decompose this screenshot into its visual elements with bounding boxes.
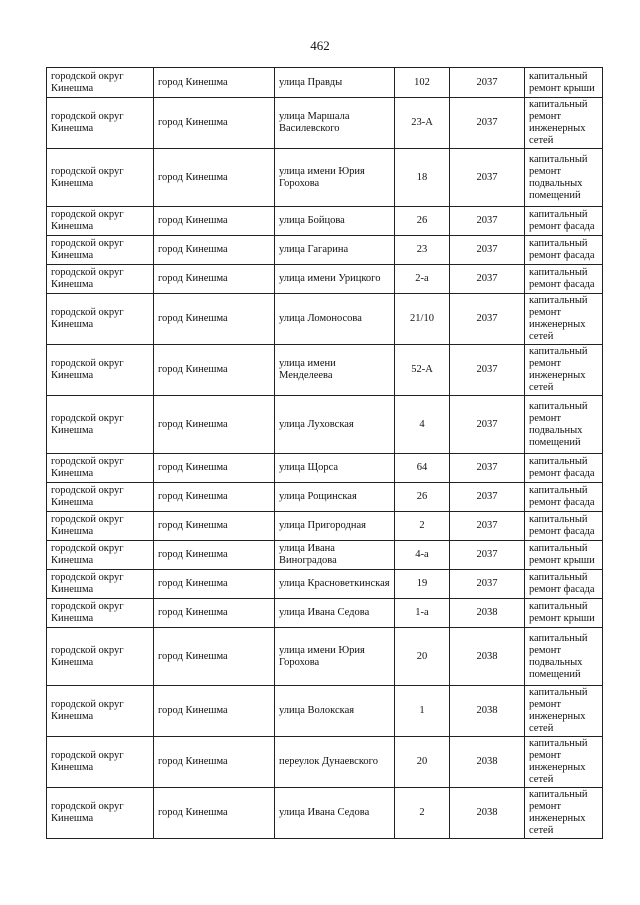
- street-cell: улица имени Юрия Горохова: [275, 628, 395, 686]
- district-cell: городской округ Кинешма: [47, 294, 154, 345]
- house-number-cell: 4: [395, 396, 450, 454]
- work-type-cell: капитальный ремонт крыши: [525, 599, 603, 628]
- district-cell: городской округ Кинешма: [47, 68, 154, 98]
- house-number-cell: 1: [395, 686, 450, 737]
- city-cell: город Кинешма: [154, 570, 275, 599]
- city-cell: город Кинешма: [154, 628, 275, 686]
- city-cell: город Кинешма: [154, 483, 275, 512]
- year-cell: 2037: [450, 454, 525, 483]
- street-cell: улица Рощинская: [275, 483, 395, 512]
- district-cell: городской округ Кинешма: [47, 265, 154, 294]
- table-row: [47, 149, 603, 207]
- city-cell: город Кинешма: [154, 454, 275, 483]
- work-type-cell: капитальный ремонт крыши: [525, 68, 603, 98]
- city-cell: город Кинешма: [154, 541, 275, 570]
- district-cell: городской округ Кинешма: [47, 570, 154, 599]
- district-cell: городской округ Кинешма: [47, 345, 154, 396]
- year-cell: 2037: [450, 236, 525, 265]
- district-cell: городской округ Кинешма: [47, 396, 154, 454]
- street-cell: улица Ивана Седова: [275, 599, 395, 628]
- district-cell: городской округ Кинешма: [47, 483, 154, 512]
- street-cell: улица Ивана Седова: [275, 788, 395, 839]
- district-cell: городской округ Кинешма: [47, 98, 154, 149]
- district-cell: городской округ Кинешма: [47, 628, 154, 686]
- city-cell: город Кинешма: [154, 294, 275, 345]
- repair-schedule-table: [46, 67, 603, 839]
- table-row: [47, 265, 603, 294]
- year-cell: 2037: [450, 345, 525, 396]
- house-number-cell: 26: [395, 207, 450, 236]
- city-cell: город Кинешма: [154, 396, 275, 454]
- street-cell: переулок Дунаевского: [275, 737, 395, 788]
- city-cell: город Кинешма: [154, 686, 275, 737]
- year-cell: 2037: [450, 207, 525, 236]
- city-cell: город Кинешма: [154, 599, 275, 628]
- street-cell: улица Гагарина: [275, 236, 395, 265]
- work-type-cell: капитальный ремонт фасада: [525, 454, 603, 483]
- work-type-cell: капитальный ремонт фасада: [525, 265, 603, 294]
- work-type-cell: капитальный ремонт фасада: [525, 207, 603, 236]
- house-number-cell: 2: [395, 512, 450, 541]
- street-cell: улица Волокская: [275, 686, 395, 737]
- district-cell: городской округ Кинешма: [47, 512, 154, 541]
- work-type-cell: капитальный ремонт фасада: [525, 512, 603, 541]
- year-cell: 2037: [450, 265, 525, 294]
- work-type-cell: капитальный ремонт фасада: [525, 483, 603, 512]
- work-type-cell: капитальный ремонт подвальных помещений: [525, 628, 603, 686]
- house-number-cell: 20: [395, 737, 450, 788]
- work-type-cell: капитальный ремонт подвальных помещений: [525, 396, 603, 454]
- table-row: [47, 541, 603, 570]
- street-cell: улица Красноветкинская: [275, 570, 395, 599]
- work-type-cell: капитальный ремонт фасада: [525, 236, 603, 265]
- page-number: 462: [310, 38, 330, 53]
- work-type-cell: капитальный ремонт инженерных сетей: [525, 294, 603, 345]
- house-number-cell: 102: [395, 68, 450, 98]
- table-row: [47, 98, 603, 149]
- table-row: [47, 345, 603, 396]
- city-cell: город Кинешма: [154, 207, 275, 236]
- table-row: [47, 454, 603, 483]
- table-body: [47, 68, 603, 839]
- work-type-cell: капитальный ремонт крыши: [525, 541, 603, 570]
- work-type-cell: капитальный ремонт инженерных сетей: [525, 788, 603, 839]
- house-number-cell: 2-а: [395, 265, 450, 294]
- table-row: [47, 628, 603, 686]
- year-cell: 2038: [450, 686, 525, 737]
- house-number-cell: 26: [395, 483, 450, 512]
- year-cell: 2037: [450, 68, 525, 98]
- table-row: [47, 686, 603, 737]
- year-cell: 2037: [450, 541, 525, 570]
- city-cell: город Кинешма: [154, 512, 275, 541]
- house-number-cell: 20: [395, 628, 450, 686]
- district-cell: городской округ Кинешма: [47, 686, 154, 737]
- year-cell: 2037: [450, 483, 525, 512]
- street-cell: улица Щорса: [275, 454, 395, 483]
- street-cell: улица Ломоносова: [275, 294, 395, 345]
- work-type-cell: капитальный ремонт подвальных помещений: [525, 149, 603, 207]
- table-row: [47, 788, 603, 839]
- house-number-cell: 23: [395, 236, 450, 265]
- district-cell: городской округ Кинешма: [47, 207, 154, 236]
- street-cell: улица Правды: [275, 68, 395, 98]
- street-cell: улица имени Менделеева: [275, 345, 395, 396]
- district-cell: городской округ Кинешма: [47, 454, 154, 483]
- street-cell: улица имени Урицкого: [275, 265, 395, 294]
- year-cell: 2037: [450, 396, 525, 454]
- work-type-cell: капитальный ремонт инженерных сетей: [525, 345, 603, 396]
- house-number-cell: 4-а: [395, 541, 450, 570]
- table-row: [47, 68, 603, 98]
- city-cell: город Кинешма: [154, 236, 275, 265]
- district-cell: городской округ Кинешма: [47, 737, 154, 788]
- table-row: [47, 737, 603, 788]
- year-cell: 2037: [450, 149, 525, 207]
- city-cell: город Кинешма: [154, 68, 275, 98]
- year-cell: 2038: [450, 599, 525, 628]
- city-cell: город Кинешма: [154, 788, 275, 839]
- street-cell: улица Бойцова: [275, 207, 395, 236]
- year-cell: 2038: [450, 788, 525, 839]
- house-number-cell: 23-А: [395, 98, 450, 149]
- city-cell: город Кинешма: [154, 345, 275, 396]
- district-cell: городской округ Кинешма: [47, 236, 154, 265]
- street-cell: улица Луховская: [275, 396, 395, 454]
- city-cell: город Кинешма: [154, 265, 275, 294]
- year-cell: 2037: [450, 294, 525, 345]
- district-cell: городской округ Кинешма: [47, 541, 154, 570]
- house-number-cell: 52-А: [395, 345, 450, 396]
- year-cell: 2038: [450, 737, 525, 788]
- street-cell: улица Пригородная: [275, 512, 395, 541]
- street-cell: улица Ивана Виноградова: [275, 541, 395, 570]
- table-row: [47, 207, 603, 236]
- table-row: [47, 599, 603, 628]
- house-number-cell: 18: [395, 149, 450, 207]
- table-row: [47, 570, 603, 599]
- house-number-cell: 64: [395, 454, 450, 483]
- year-cell: 2037: [450, 570, 525, 599]
- district-cell: городской округ Кинешма: [47, 599, 154, 628]
- table-row: [47, 294, 603, 345]
- district-cell: городской округ Кинешма: [47, 149, 154, 207]
- house-number-cell: 1-а: [395, 599, 450, 628]
- city-cell: город Кинешма: [154, 149, 275, 207]
- year-cell: 2037: [450, 98, 525, 149]
- table-row: [47, 483, 603, 512]
- house-number-cell: 2: [395, 788, 450, 839]
- work-type-cell: капитальный ремонт фасада: [525, 570, 603, 599]
- work-type-cell: капитальный ремонт инженерных сетей: [525, 737, 603, 788]
- year-cell: 2038: [450, 628, 525, 686]
- street-cell: улица Маршала Василевского: [275, 98, 395, 149]
- table-row: [47, 236, 603, 265]
- work-type-cell: капитальный ремонт инженерных сетей: [525, 686, 603, 737]
- street-cell: улица имени Юрия Горохова: [275, 149, 395, 207]
- house-number-cell: 19: [395, 570, 450, 599]
- table-row: [47, 512, 603, 541]
- year-cell: 2037: [450, 512, 525, 541]
- work-type-cell: капитальный ремонт инженерных сетей: [525, 98, 603, 149]
- city-cell: город Кинешма: [154, 737, 275, 788]
- house-number-cell: 21/10: [395, 294, 450, 345]
- city-cell: город Кинешма: [154, 98, 275, 149]
- table-row: [47, 396, 603, 454]
- district-cell: городской округ Кинешма: [47, 788, 154, 839]
